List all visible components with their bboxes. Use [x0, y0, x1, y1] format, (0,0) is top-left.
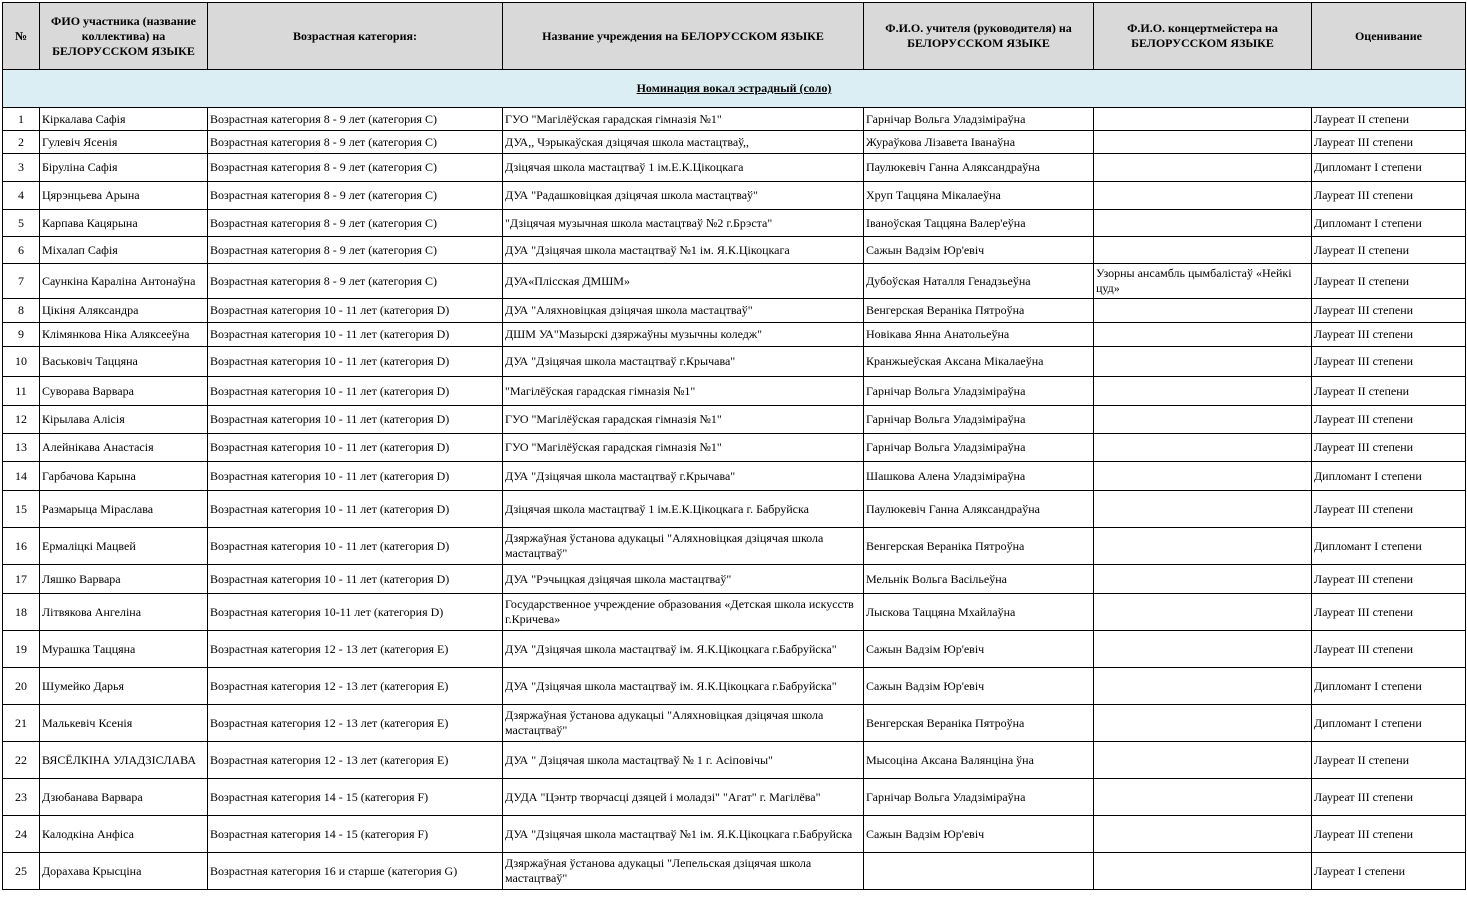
- cell-age-category: Возрастная категория 12 - 13 лет (категория E): [208, 742, 503, 779]
- cell-age-category: Возрастная категория 8 - 9 лет (категория С): [208, 182, 503, 210]
- cell-grade: Лауреат III степени: [1312, 347, 1466, 377]
- cell-age-category: Возрастная категория 12 - 13 лет (категория E): [208, 668, 503, 705]
- cell-grade: Дипломант I степени: [1312, 462, 1466, 491]
- cell-participant: Калодкіна Анфіса: [40, 816, 208, 853]
- cell-accompanist: [1094, 462, 1312, 491]
- table-row: [3, 131, 1466, 154]
- cell-age-category: Возрастная категория 12 - 13 лет (категория E): [208, 705, 503, 742]
- table-row: [3, 299, 1466, 323]
- cell-institution: ДУА "Дзіцячая школа мастацтваў №1 ім. Я.К.Цікоцкага: [503, 237, 864, 264]
- cell-grade: Лауреат III степени: [1312, 434, 1466, 462]
- cell-num: 14: [3, 462, 40, 491]
- cell-grade: Лауреат III степени: [1312, 816, 1466, 853]
- cell-teacher: Іваноўская Таццяна Валер'еўна: [864, 210, 1094, 237]
- cell-accompanist: [1094, 406, 1312, 434]
- cell-grade: Лауреат III степени: [1312, 779, 1466, 816]
- cell-teacher: Гарнічар Вольга Уладзіміраўна: [864, 434, 1094, 462]
- cell-num: 15: [3, 491, 40, 528]
- cell-accompanist: [1094, 182, 1312, 210]
- cell-institution: ДУА "Дзіцячая школа мастацтваў ім. Я.К.Цікоцкага г.Бабруйска": [503, 668, 864, 705]
- cell-grade: Лауреат II степени: [1312, 237, 1466, 264]
- cell-participant: ВЯСЁЛКІНА УЛАДЗІСЛАВА: [40, 742, 208, 779]
- cell-teacher: Мельнік Вольга Васільеўна: [864, 565, 1094, 594]
- cell-participant: Ермаліцкі Мацвей: [40, 528, 208, 565]
- cell-num: 12: [3, 406, 40, 434]
- cell-institution: ДУА "Аляхновіцкая дзіцячая школа мастацтваў": [503, 299, 864, 323]
- cell-grade: Дипломант I степени: [1312, 705, 1466, 742]
- cell-participant: Алейнікава Анастасія: [40, 434, 208, 462]
- nomination-row: [3, 70, 1466, 108]
- cell-institution: ДУА«Плісская ДМШМ»: [503, 264, 864, 299]
- cell-num: 24: [3, 816, 40, 853]
- cell-accompanist: [1094, 631, 1312, 668]
- cell-num: 22: [3, 742, 40, 779]
- cell-institution: Дзіцячая школа мастацтваў 1 ім.Е.К.Цікоцкага г. Бабруйска: [503, 491, 864, 528]
- cell-accompanist: [1094, 237, 1312, 264]
- table-row: [3, 264, 1466, 299]
- table-row: [3, 434, 1466, 462]
- table-row: [3, 347, 1466, 377]
- cell-accompanist: [1094, 347, 1312, 377]
- header-row: [3, 3, 1466, 70]
- cell-teacher: Венгерская Веранiка Пятроўна: [864, 299, 1094, 323]
- table-row: [3, 631, 1466, 668]
- cell-num: 2: [3, 131, 40, 154]
- cell-grade: Лауреат II степени: [1312, 742, 1466, 779]
- cell-age-category: Возрастная категория 8 - 9 лет (категория С): [208, 237, 503, 264]
- table-row: [3, 594, 1466, 631]
- cell-participant: Клімянкова Ніка Аляксееўна: [40, 323, 208, 347]
- cell-teacher: Сажын Вадзім Юр'евіч: [864, 668, 1094, 705]
- cell-grade: Лауреат III степени: [1312, 631, 1466, 668]
- cell-num: 11: [3, 377, 40, 406]
- cell-teacher: Венгерская Веранiка Пятроўна: [864, 528, 1094, 565]
- cell-accompanist: [1094, 154, 1312, 182]
- cell-age-category: Возрастная категория 10 - 11 лет (категория D): [208, 377, 503, 406]
- cell-institution: Дзіцячая школа мастацтваў 1 ім.Е.К.Цікоцкага: [503, 154, 864, 182]
- table-row: [3, 742, 1466, 779]
- cell-accompanist: [1094, 668, 1312, 705]
- cell-num: 17: [3, 565, 40, 594]
- cell-age-category: Возрастная категория 12 - 13 лет (категория E): [208, 631, 503, 668]
- table-row: [3, 853, 1466, 890]
- cell-institution: ДУА "Дзіцячая школа мастацтваў ім. Я.К.Цікоцкага г.Бабруйска": [503, 631, 864, 668]
- cell-participant: Гарбачова Карына: [40, 462, 208, 491]
- cell-institution: "Магілёўская гарадская гімназія №1": [503, 377, 864, 406]
- cell-age-category: Возрастная категория 8 - 9 лет (категория С): [208, 210, 503, 237]
- cell-institution: ДУДА "Цэнтр творчасці дзяцей і моладзі" "Агат" г. Магілёва": [503, 779, 864, 816]
- cell-grade: Дипломант I степени: [1312, 528, 1466, 565]
- cell-teacher: [864, 853, 1094, 890]
- cell-teacher: Паулюкевіч Ганна Аляксандраўна: [864, 491, 1094, 528]
- cell-teacher: Новікава Янна Анатольеўна: [864, 323, 1094, 347]
- cell-accompanist: [1094, 528, 1312, 565]
- cell-num: 25: [3, 853, 40, 890]
- cell-accompanist: [1094, 779, 1312, 816]
- cell-accompanist: [1094, 594, 1312, 631]
- cell-participant: Кіркалава Сафія: [40, 108, 208, 131]
- cell-grade: Дипломант I степени: [1312, 210, 1466, 237]
- cell-grade: Дипломант I степени: [1312, 154, 1466, 182]
- cell-grade: Лауреат III степени: [1312, 594, 1466, 631]
- cell-grade: Лауреат II степени: [1312, 264, 1466, 299]
- cell-num: 13: [3, 434, 40, 462]
- table-row: [3, 705, 1466, 742]
- cell-accompanist: [1094, 131, 1312, 154]
- header-participant: ФИО участника (название коллектива) на БЕЛОРУССКОМ ЯЗЫКЕ: [40, 3, 208, 70]
- cell-num: 23: [3, 779, 40, 816]
- cell-institution: ДШМ УА"Мазырскі дзяржаўны музычны коледж": [503, 323, 864, 347]
- cell-grade: Лауреат III степени: [1312, 406, 1466, 434]
- cell-grade: Лауреат III степени: [1312, 131, 1466, 154]
- header-age-category: Возрастная категория:: [208, 3, 503, 70]
- table-row: [3, 377, 1466, 406]
- cell-participant: Цікіня Аляксандра: [40, 299, 208, 323]
- table-row: [3, 108, 1466, 131]
- cell-num: 9: [3, 323, 40, 347]
- cell-age-category: Возрастная категория 10 - 11 лет (категория D): [208, 528, 503, 565]
- cell-participant: Карпава Кацярына: [40, 210, 208, 237]
- cell-grade: Лауреат II степени: [1312, 108, 1466, 131]
- cell-num: 18: [3, 594, 40, 631]
- cell-teacher: Шашкова Алена Уладзіміраўна: [864, 462, 1094, 491]
- cell-teacher: Гарнічар Вольга Уладзіміраўна: [864, 108, 1094, 131]
- cell-institution: Государственное учреждение образования «Детская школа искусств г.Кричева»: [503, 594, 864, 631]
- table-row: [3, 323, 1466, 347]
- cell-institution: Дзяржаўная ўстанова адукацыі "Аляхновіцкая дзіцячая школа мастацтваў": [503, 528, 864, 565]
- cell-participant: Шумейко Дарья: [40, 668, 208, 705]
- cell-num: 4: [3, 182, 40, 210]
- cell-institution: ДУА "Дзіцячая школа мастацтваў г.Крычава": [503, 347, 864, 377]
- table-row: [3, 182, 1466, 210]
- cell-num: 6: [3, 237, 40, 264]
- table-row: [3, 210, 1466, 237]
- cell-institution: ДУА "Рэчыцкая дзіцячая школа мастацтваў": [503, 565, 864, 594]
- cell-accompanist: [1094, 377, 1312, 406]
- cell-num: 8: [3, 299, 40, 323]
- cell-age-category: Возрастная категория 8 - 9 лет (категория С): [208, 154, 503, 182]
- cell-teacher: Кранжыеўская Аксана Мікалаеўна: [864, 347, 1094, 377]
- cell-institution: ДУА "Радашковіцкая дзіцячая школа мастацтваў": [503, 182, 864, 210]
- cell-teacher: Хруп Таццяна Мікалаеўна: [864, 182, 1094, 210]
- cell-grade: Лауреат II степени: [1312, 377, 1466, 406]
- cell-accompanist: [1094, 210, 1312, 237]
- cell-institution: ДУА "Дзіцячая школа мастацтваў №1 ім. Я.К.Цікоцкага г.Бабруйска: [503, 816, 864, 853]
- cell-participant: Малькевіч Ксенія: [40, 705, 208, 742]
- cell-age-category: Возрастная категория 10 - 11 лет (категория D): [208, 434, 503, 462]
- cell-age-category: Возрастная категория 10-11 лет (категория D): [208, 594, 503, 631]
- cell-accompanist: [1094, 108, 1312, 131]
- nomination-title: Номинация вокал эстрадный (соло): [3, 70, 1466, 108]
- cell-teacher: Венгерская Веранiка Пятроўна: [864, 705, 1094, 742]
- cell-institution: ГУО "Магілёўская гарадская гімназія №1": [503, 108, 864, 131]
- cell-grade: Лауреат III степени: [1312, 491, 1466, 528]
- cell-teacher: Дубоўская Наталля Генадзьеўна: [864, 264, 1094, 299]
- cell-participant: Гулевіч Ясенія: [40, 131, 208, 154]
- header-grade: Оценивание: [1312, 3, 1466, 70]
- cell-age-category: Возрастная категория 8 - 9 лет (категория С): [208, 131, 503, 154]
- cell-grade: Лауреат III степени: [1312, 323, 1466, 347]
- cell-accompanist: [1094, 323, 1312, 347]
- table-row: [3, 779, 1466, 816]
- cell-teacher: Лыскова Таццяна Мхайлаўна: [864, 594, 1094, 631]
- cell-age-category: Возрастная категория 10 - 11 лет (категория D): [208, 491, 503, 528]
- cell-age-category: Возрастная категория 10 - 11 лет (категория D): [208, 299, 503, 323]
- cell-age-category: Возрастная категория 8 - 9 лет (категория С): [208, 108, 503, 131]
- cell-age-category: Возрастная категория 8 - 9 лет (категория С): [208, 264, 503, 299]
- cell-teacher: Сажын Вадзім Юр'евіч: [864, 816, 1094, 853]
- cell-age-category: Возрастная категория 10 - 11 лет (категория D): [208, 347, 503, 377]
- table-row: [3, 237, 1466, 264]
- cell-institution: "Дзіцячая музычная школа мастацтваў №2 г.Брэста": [503, 210, 864, 237]
- cell-age-category: Возрастная категория 14 - 15 (категория F): [208, 779, 503, 816]
- table-row: [3, 491, 1466, 528]
- cell-grade: Лауреат III степени: [1312, 182, 1466, 210]
- cell-participant: Васьковіч Таццяна: [40, 347, 208, 377]
- cell-num: 5: [3, 210, 40, 237]
- cell-accompanist: Узорны ансамбль цымбалістаў «Нейкі цуд»: [1094, 264, 1312, 299]
- cell-accompanist: [1094, 565, 1312, 594]
- cell-teacher: Паулюкевіч Ганна Аляксандраўна: [864, 154, 1094, 182]
- table-row: [3, 528, 1466, 565]
- table-row: [3, 406, 1466, 434]
- cell-teacher: Гарнічар Вольга Уладзіміраўна: [864, 377, 1094, 406]
- header-num: №: [3, 3, 40, 70]
- cell-grade: Лауреат III степени: [1312, 299, 1466, 323]
- header-accompanist: Ф.И.О. концертмейстера на БЕЛОРУССКОМ ЯЗЫКЕ: [1094, 3, 1312, 70]
- cell-age-category: Возрастная категория 14 - 15 (категория F): [208, 816, 503, 853]
- cell-participant: Размарыца Міраслава: [40, 491, 208, 528]
- cell-accompanist: [1094, 853, 1312, 890]
- cell-grade: Лауреат I степени: [1312, 853, 1466, 890]
- table-row: [3, 668, 1466, 705]
- cell-teacher: Жураўкова Лізавета Іванаўна: [864, 131, 1094, 154]
- cell-num: 19: [3, 631, 40, 668]
- cell-participant: Саункіна Караліна Антонаўна: [40, 264, 208, 299]
- cell-institution: ДУА " Дзіцячая школа мастацтваў № 1 г. Асіповічы": [503, 742, 864, 779]
- cell-accompanist: [1094, 742, 1312, 779]
- cell-teacher: Сажын Вадзім Юр'евіч: [864, 237, 1094, 264]
- results-table: [2, 2, 1466, 890]
- cell-participant: Мурашка Таццяна: [40, 631, 208, 668]
- cell-age-category: Возрастная категория 10 - 11 лет (категория D): [208, 462, 503, 491]
- cell-teacher: Мысоціна Аксана Валянціна ўна: [864, 742, 1094, 779]
- table-row: [3, 154, 1466, 182]
- cell-num: 20: [3, 668, 40, 705]
- cell-accompanist: [1094, 491, 1312, 528]
- cell-institution: ДУА,, Чэрыкаўская дзіцячая школа мастацтваў,,: [503, 131, 864, 154]
- cell-institution: ГУО "Магілёўская гарадская гімназія №1": [503, 434, 864, 462]
- cell-institution: ДУА "Дзіцячая школа мастацтваў г.Крычава": [503, 462, 864, 491]
- cell-num: 16: [3, 528, 40, 565]
- table-row: [3, 462, 1466, 491]
- cell-participant: Ляшко Варвара: [40, 565, 208, 594]
- cell-institution: Дзяржаўная ўстанова адукацыі "Аляхновіцкая дзіцячая школа мастацтваў": [503, 705, 864, 742]
- cell-participant: Кірылава Алісія: [40, 406, 208, 434]
- cell-teacher: Сажын Вадзім Юр'евіч: [864, 631, 1094, 668]
- cell-participant: Дорахава Крысціна: [40, 853, 208, 890]
- cell-accompanist: [1094, 816, 1312, 853]
- cell-num: 7: [3, 264, 40, 299]
- cell-participant: Суворава Варвара: [40, 377, 208, 406]
- table-row: [3, 565, 1466, 594]
- cell-participant: Цярэнцьева Арына: [40, 182, 208, 210]
- cell-teacher: Гарнічар Вольга Уладзіміраўна: [864, 779, 1094, 816]
- cell-num: 3: [3, 154, 40, 182]
- header-institution: Название учреждения на БЕЛОРУССКОМ ЯЗЫКЕ: [503, 3, 864, 70]
- cell-institution: Дзяржаўная ўстанова адукацыі "Лепельская дзіцячая школа мастацтваў": [503, 853, 864, 890]
- cell-participant: Міхалап Сафія: [40, 237, 208, 264]
- cell-participant: Літвякова Ангеліна: [40, 594, 208, 631]
- cell-grade: Лауреат III степени: [1312, 565, 1466, 594]
- cell-teacher: Гарнічар Вольга Уладзіміраўна: [864, 406, 1094, 434]
- cell-accompanist: [1094, 299, 1312, 323]
- cell-num: 21: [3, 705, 40, 742]
- cell-accompanist: [1094, 434, 1312, 462]
- cell-num: 1: [3, 108, 40, 131]
- cell-institution: ГУО "Магілёўская гарадская гімназія №1": [503, 406, 864, 434]
- cell-grade: Дипломант I степени: [1312, 668, 1466, 705]
- cell-num: 10: [3, 347, 40, 377]
- cell-age-category: Возрастная категория 10 - 11 лет (категория D): [208, 565, 503, 594]
- cell-participant: Біруліна Сафія: [40, 154, 208, 182]
- cell-accompanist: [1094, 705, 1312, 742]
- cell-age-category: Возрастная категория 10 - 11 лет (категория D): [208, 323, 503, 347]
- header-teacher: Ф.И.О. учителя (руководителя) на БЕЛОРУССКОМ ЯЗЫКЕ: [864, 3, 1094, 70]
- cell-participant: Дзюбанава Варвара: [40, 779, 208, 816]
- cell-age-category: Возрастная категория 16 и старше (категория G): [208, 853, 503, 890]
- table-row: [3, 816, 1466, 853]
- cell-age-category: Возрастная категория 10 - 11 лет (категория D): [208, 406, 503, 434]
